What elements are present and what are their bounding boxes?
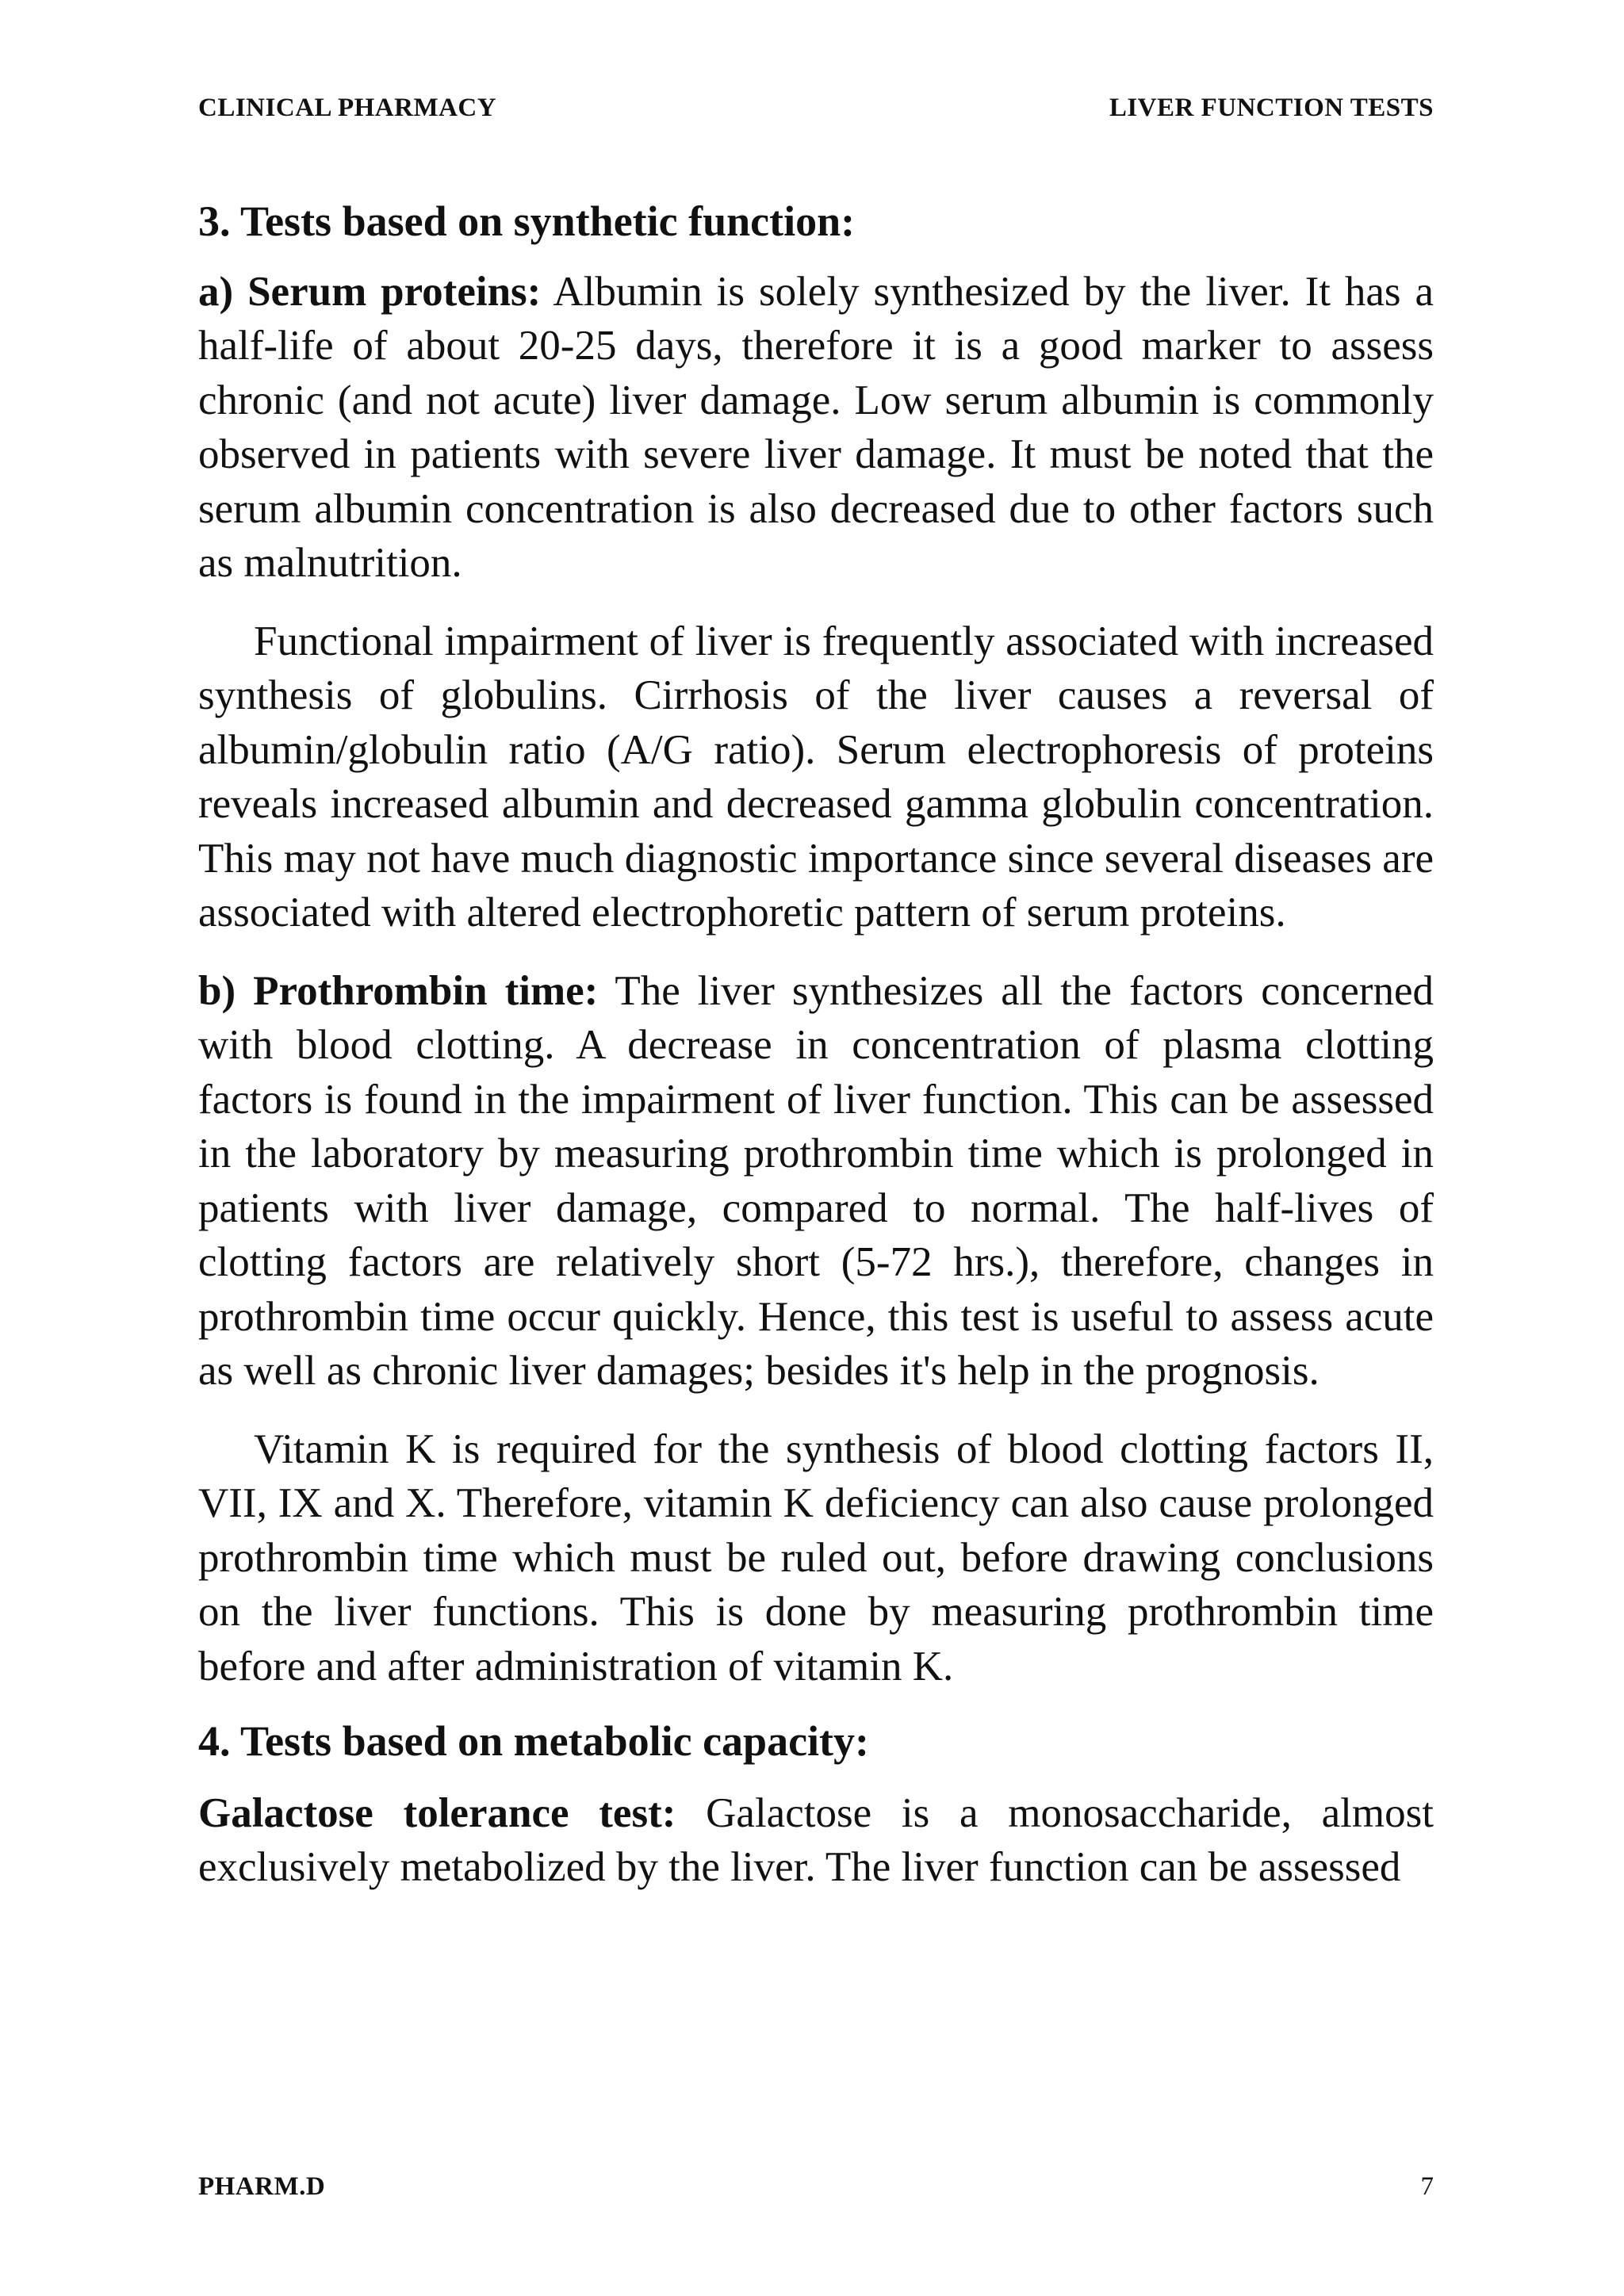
text-galactose-tolerance: Galactose is a monosaccharide, almost exclusively metabolized by the liver. The liver function can be assessed xyxy=(198,1789,1434,1890)
lead-prothrombin-time: b) Prothrombin time: xyxy=(198,967,599,1014)
paragraph-galactose-tolerance xyxy=(198,1786,1434,1895)
paragraph-serum-proteins xyxy=(198,265,1434,591)
header-chapter-title: LIVER FUNCTION TESTS xyxy=(1109,94,1434,122)
page-body xyxy=(198,194,1434,1895)
text-prothrombin-time: The liver synthesizes all the factors concerned with blood clotting. A decrease in concentration of plasma clotting factors is found in the impairment of liver function. This can be assessed in the laboratory by measuring prothrombin time which is prolonged in patients with liver damage, compared to normal. The half-lives of clotting factors are relatively short (5-72 hrs.), therefore, changes in prothrombin time occur quickly. Hence, this test is useful to assess acute as well as chronic liver damages; besides it's help in the prognosis. xyxy=(198,967,1434,1394)
section-heading-metabolic-capacity: 4. Tests based on metabolic capacity: xyxy=(198,1717,870,1765)
lead-galactose-tolerance: Galactose tolerance test: xyxy=(198,1789,676,1836)
text-serum-proteins: Albumin is solely synthesized by the liver. It has a half-life of about 20-25 days, therefore it is a good marker to assess chronic (and not acute) liver damage. Low serum albumin is commonly observed in patients with severe liver damage. It must be noted that the serum albumin concentration is also decreased due to other factors such as malnutrition. xyxy=(198,268,1434,586)
running-header xyxy=(198,94,1434,133)
header-book-title: CLINICAL PHARMACY xyxy=(198,94,497,122)
paragraph-vitamin-k: Vitamin K is required for the synthesis of blood clotting factors II, VII, IX and X. Therefore, vitamin K deficiency can also cause prolonged prothrombin time which must be ruled out, before drawing conclusions on the liver functions. This is done by measuring prothrombin time before and after administration of vitamin K. xyxy=(198,1425,1434,1689)
footer-program: PHARM.D xyxy=(198,2172,326,2201)
paragraph-functional-impairment: Functional impairment of liver is frequently associated with increased synthesis of globulins. Cirrhosis of the liver causes a reversal of albumin/globulin ratio (A/G ratio). Serum electrophoresis of proteins reveals increased albumin and decreased gamma globulin concentration. This may not have much diagnostic importance since several diseases are associated with altered electrophoretic pattern of serum proteins. xyxy=(198,618,1434,936)
page-footer xyxy=(198,2172,1434,2212)
page-number: 7 xyxy=(1420,2172,1434,2201)
paragraph-prothrombin-time xyxy=(198,964,1434,1399)
section-heading-synthetic-function: 3. Tests based on synthetic function: xyxy=(198,197,856,245)
lead-serum-proteins: a) Serum proteins: xyxy=(198,268,542,315)
